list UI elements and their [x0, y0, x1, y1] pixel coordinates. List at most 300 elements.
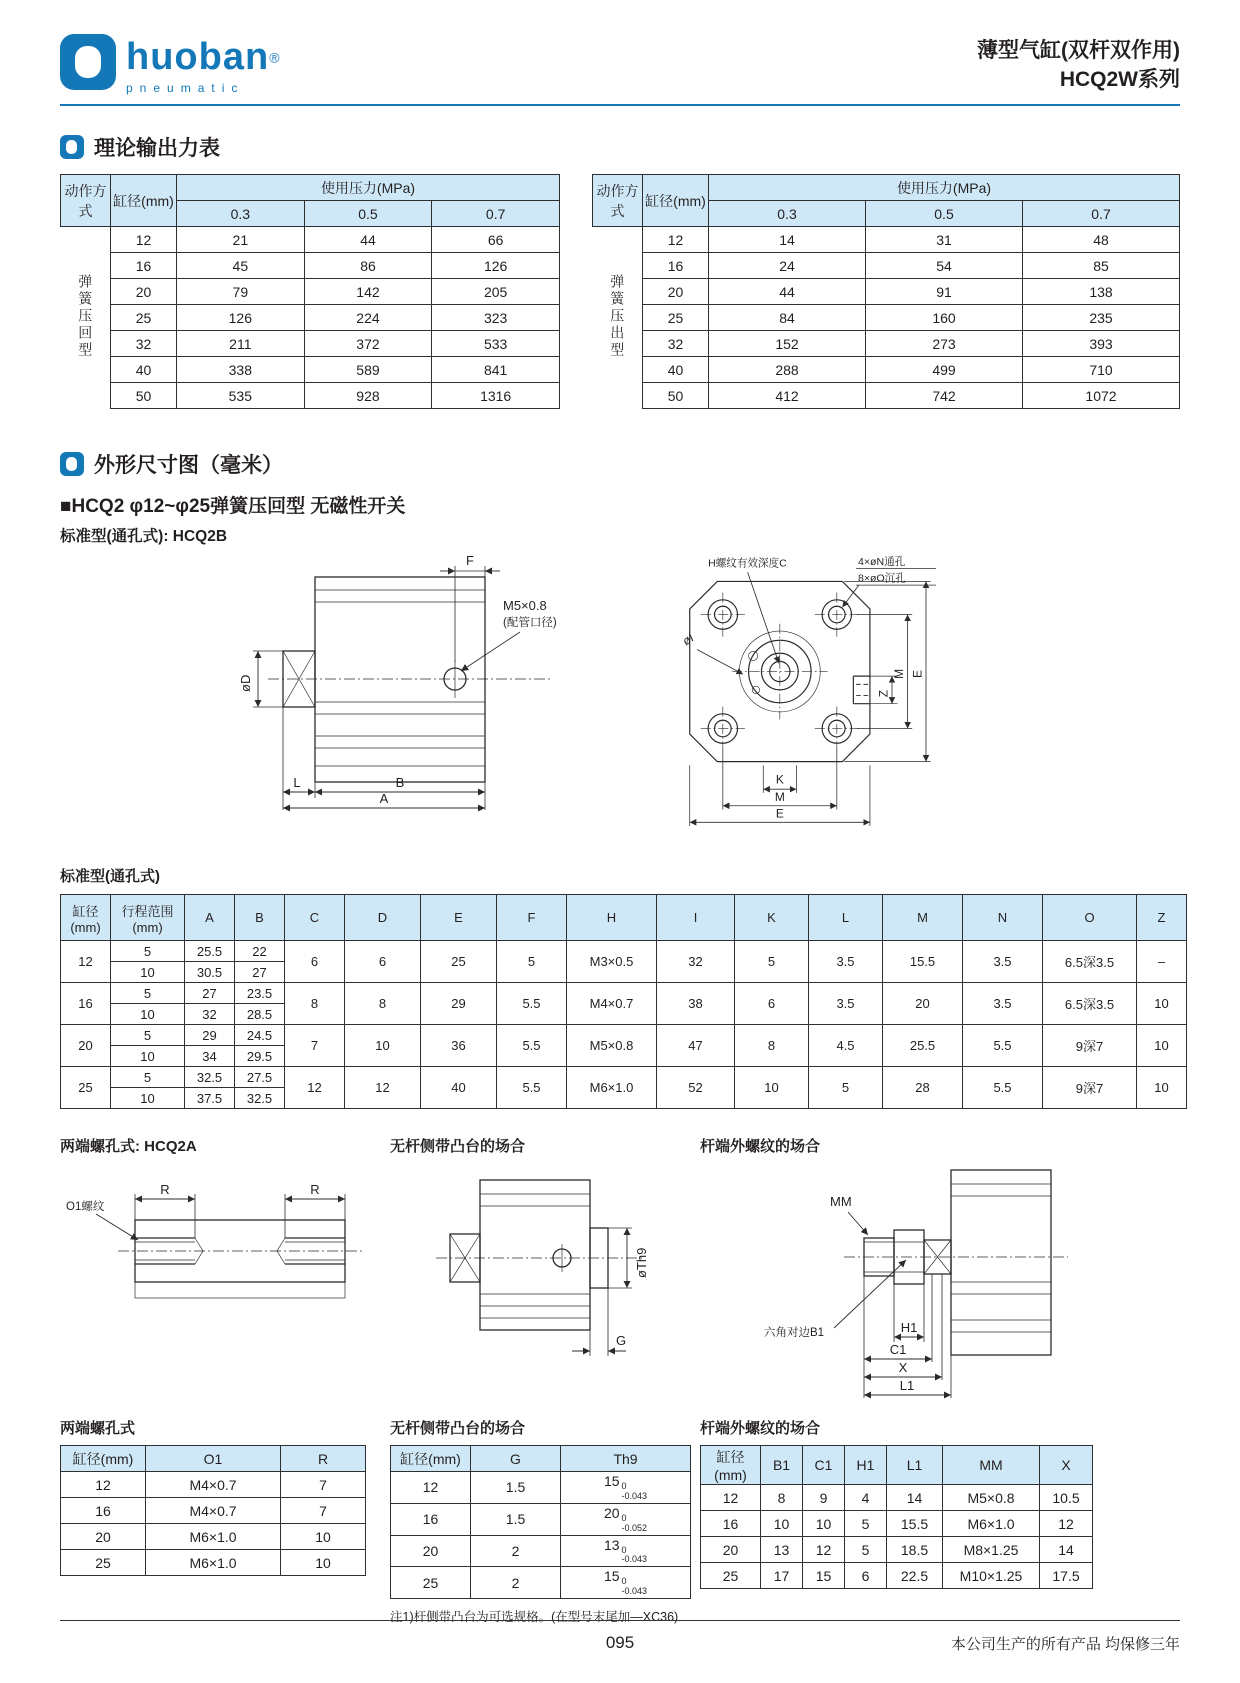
col-stroke-header: 行程范围(mm): [111, 895, 185, 941]
table-row: [61, 941, 1187, 962]
bore-value: 25: [61, 1067, 111, 1109]
col-l1-header: L1: [887, 1446, 943, 1485]
brand-logo: [60, 34, 280, 94]
force-value: 79: [177, 279, 305, 305]
dim-value: 5.5: [963, 1067, 1043, 1109]
dim-r1-label: R: [160, 1182, 170, 1197]
dimension-drawings: [60, 552, 1180, 837]
dim-value: M4×0.7: [146, 1498, 281, 1524]
pressure-05-header: 0.5: [304, 201, 432, 227]
force-value: 24: [709, 253, 866, 279]
col-th9-header: Th9: [561, 1446, 691, 1472]
dim-d-label: øD: [238, 674, 253, 692]
pressure-07-header: 0.7: [432, 201, 560, 227]
dim-b-value: 27: [235, 962, 285, 983]
stroke-value: 10: [111, 1046, 185, 1067]
dim-value: 10.5: [1040, 1485, 1093, 1511]
dim-value: 7: [281, 1498, 366, 1524]
col-c1-header: C1: [803, 1446, 845, 1485]
dim-value: 12: [803, 1537, 845, 1563]
drawing-lines: [96, 1194, 362, 1298]
dim-value: 10: [1137, 983, 1187, 1025]
table-row: [61, 1067, 1187, 1088]
bore-value: 20: [111, 279, 177, 305]
drawing-lines: [436, 1180, 645, 1356]
dim-value: M5×0.8: [567, 1025, 657, 1067]
dim-k-label: K: [775, 772, 784, 787]
dimension-table: [60, 894, 1187, 1109]
dim-value: 10: [345, 1025, 421, 1067]
col-bore-header: 缸径(mm): [391, 1446, 471, 1472]
dim-value: 7: [285, 1025, 345, 1067]
col-h: H: [567, 895, 657, 941]
bore-value: 40: [111, 357, 177, 383]
dim-b-value: 23.5: [235, 983, 285, 1004]
dim-value: –: [1137, 941, 1187, 983]
theory-section-title: [60, 132, 1180, 162]
pressure-05-header: 0.5: [866, 201, 1023, 227]
dim-mm-label: MM: [830, 1194, 852, 1209]
port-size-label: M5×0.8: [503, 598, 547, 613]
force-value: 211: [177, 331, 305, 357]
dim-value: 15.5: [887, 1511, 943, 1537]
dim-value: 32: [657, 941, 735, 983]
rod-thread-title: 杆端外螺纹的场合: [700, 1138, 821, 1155]
action-type-label: 弹簧压回型: [61, 227, 111, 409]
col-pressure-header: 使用压力(MPa): [177, 175, 560, 201]
dim-b-value: 27.5: [235, 1067, 285, 1088]
dim-value: M5×0.8: [943, 1485, 1040, 1511]
bore-value: 25: [701, 1563, 761, 1589]
dim-a-value: 32.5: [185, 1067, 235, 1088]
boss-table-block: [390, 1417, 700, 1625]
dim-value: 13: [761, 1537, 803, 1563]
dims-model-label: 标准型(通孔式): HCQ2B: [60, 528, 228, 545]
bore-value: 50: [643, 383, 709, 409]
bore-value: 12: [391, 1472, 471, 1504]
col-f: F: [497, 895, 567, 941]
table-row: [61, 983, 1187, 1004]
boss-table-title: 无杆侧带凸台的场合: [390, 1420, 526, 1437]
variant-drawings: [60, 1135, 1180, 1407]
force-value: 499: [866, 357, 1023, 383]
dim-value: 25.5: [883, 1025, 963, 1067]
stroke-value: 10: [111, 962, 185, 983]
table-row: [701, 1485, 1093, 1511]
table-row: [391, 1472, 691, 1504]
col-n: N: [963, 895, 1043, 941]
force-value: 742: [866, 383, 1023, 409]
dim-b-value: 22: [235, 941, 285, 962]
dim-b-value: 24.5: [235, 1025, 285, 1046]
dim-value: 8: [761, 1485, 803, 1511]
dim-value: 14: [1040, 1537, 1093, 1563]
hcq2a-block: [60, 1135, 390, 1407]
dim-value: 6: [285, 941, 345, 983]
screw-table-block: [60, 1417, 390, 1625]
col-h1-header: H1: [845, 1446, 887, 1485]
dim-value: 6: [735, 983, 809, 1025]
dim-value: 3.5: [809, 983, 883, 1025]
col-action-header: 动作方式: [61, 175, 111, 227]
dim-value: 29: [421, 983, 497, 1025]
dim-value: 12: [285, 1067, 345, 1109]
screw-table: [60, 1445, 366, 1576]
brand-logo-icon: [60, 34, 116, 90]
dim-value: 40: [421, 1067, 497, 1109]
dim-value: 12: [345, 1067, 421, 1109]
variant-tables: [60, 1417, 1180, 1625]
page-number: 095: [605, 1633, 635, 1652]
product-title-line1: 薄型气缸(双杆双作用): [977, 39, 1180, 63]
section-bullet-icon: [60, 135, 84, 159]
table-row: [61, 1025, 1187, 1046]
dim-z-label: Z: [876, 689, 891, 698]
theory-table-return: [60, 174, 560, 409]
dim-b-label: B: [395, 775, 405, 790]
dim-value: M8×1.25: [943, 1537, 1040, 1563]
brand-logo-text: [126, 34, 280, 94]
bore-value: 20: [391, 1535, 471, 1567]
bore-value: 16: [391, 1503, 471, 1535]
thread-depth-label: H螺纹有效深度C: [708, 557, 787, 570]
bore-value: 16: [643, 253, 709, 279]
table-row: [61, 1472, 366, 1498]
dim-value: 25: [421, 941, 497, 983]
dim-value: 17: [761, 1563, 803, 1589]
bore-value: 50: [111, 383, 177, 409]
stroke-value: 5: [111, 1067, 185, 1088]
dim-value: 10: [1137, 1025, 1187, 1067]
section-bullet-icon: [60, 452, 84, 476]
brand-name: huoban: [126, 36, 270, 78]
theory-tables: [60, 174, 1180, 409]
table-row: [701, 1563, 1093, 1589]
dim-value: 8: [345, 983, 421, 1025]
bore-value: 20: [643, 279, 709, 305]
force-value: 14: [709, 227, 866, 253]
dim-m-right-label: M: [892, 668, 907, 679]
dim-value: 10: [1137, 1067, 1187, 1109]
force-value: 66: [432, 227, 560, 253]
dim-value: M4×0.7: [567, 983, 657, 1025]
dim-value: 2: [471, 1567, 561, 1599]
action-type-label: 弹簧压出型: [593, 227, 643, 409]
boss-table-note: 注1)杆侧带凸台为可选规格。(在型号末尾加—XC36): [390, 1610, 679, 1625]
dim-value: 1.5: [471, 1503, 561, 1535]
dim-a-value: 37.5: [185, 1088, 235, 1109]
dim-value: 9深7: [1043, 1025, 1137, 1067]
pressure-03-header: 0.3: [177, 201, 305, 227]
dim-value: 10: [281, 1524, 366, 1550]
bore-value: 12: [111, 227, 177, 253]
dim-e-bottom-label: E: [775, 806, 784, 821]
dim-value: 9深7: [1043, 1067, 1137, 1109]
dim-a-value: 34: [185, 1046, 235, 1067]
force-value: 589: [304, 357, 432, 383]
bore-value: 12: [643, 227, 709, 253]
col-bore-header: 缸径(mm): [61, 1446, 146, 1472]
dim-value: 10: [803, 1511, 845, 1537]
dim-a-value: 32: [185, 1004, 235, 1025]
col-i: I: [657, 895, 735, 941]
table-row: [391, 1503, 691, 1535]
dim-value: 18.5: [887, 1537, 943, 1563]
dim-value: 28: [883, 1067, 963, 1109]
col-mm-header: MM: [943, 1446, 1040, 1485]
stroke-value: 10: [111, 1004, 185, 1025]
dim-value: 52: [657, 1067, 735, 1109]
dim-value: 3.5: [809, 941, 883, 983]
dim-value: 38: [657, 983, 735, 1025]
dim-b-value: 28.5: [235, 1004, 285, 1025]
bore-value: 32: [111, 331, 177, 357]
bore-value: 25: [391, 1567, 471, 1599]
dim-c1-label: C1: [889, 1342, 907, 1357]
table-row: [61, 1524, 366, 1550]
rod-table-title: 杆端外螺纹的场合: [700, 1420, 821, 1437]
brand-subtitle: pneumatic: [126, 81, 245, 95]
force-value: 235: [1023, 305, 1180, 331]
table-row: [391, 1567, 691, 1599]
pressure-03-header: 0.3: [709, 201, 866, 227]
force-value: 126: [177, 305, 305, 331]
dim-value: 4: [845, 1485, 887, 1511]
bore-value: 20: [701, 1537, 761, 1563]
force-value: 21: [177, 227, 305, 253]
page-footer: [60, 1620, 1180, 1653]
force-value: 160: [866, 305, 1023, 331]
dim-value: 6.5深3.5: [1043, 983, 1137, 1025]
dim-value: 3.5: [963, 941, 1043, 983]
force-value: 1072: [1023, 383, 1180, 409]
rod-thread-table: [700, 1445, 1093, 1589]
dim-value: 17.5: [1040, 1563, 1093, 1589]
product-title-line2: HCQ2W系列: [1059, 67, 1180, 91]
dims-section-title-text: 外形尺寸图（毫米）: [94, 454, 283, 477]
force-value: 535: [177, 383, 305, 409]
dim-a-label: A: [379, 791, 389, 806]
dim-value: 10: [761, 1511, 803, 1537]
counterbore-label: 8×øO沉孔: [857, 572, 906, 585]
col-b1-header: B1: [761, 1446, 803, 1485]
dim-value: 20: [883, 983, 963, 1025]
pressure-07-header: 0.7: [1023, 201, 1180, 227]
dim-value: 22.5: [887, 1563, 943, 1589]
header-divider: [60, 104, 1180, 106]
bore-value: 16: [111, 253, 177, 279]
col-d: D: [345, 895, 421, 941]
dim-h1-label: H1: [900, 1320, 918, 1335]
force-value: 372: [304, 331, 432, 357]
dim-i-label: øI: [679, 630, 697, 649]
force-value: 928: [304, 383, 432, 409]
registered-mark: ®: [269, 49, 280, 66]
dim-b-value: 29.5: [235, 1046, 285, 1067]
col-c: C: [285, 895, 345, 941]
dim-m-bottom-label: M: [774, 790, 785, 805]
force-value: 710: [1023, 357, 1180, 383]
force-value: 224: [304, 305, 432, 331]
force-value: 31: [866, 227, 1023, 253]
dim-value: 5: [809, 1067, 883, 1109]
dim-th9-label: øTh9: [634, 1247, 649, 1278]
dim-value: 47: [657, 1025, 735, 1067]
bore-value: 20: [61, 1524, 146, 1550]
dim-value: 6: [845, 1563, 887, 1589]
force-value: 533: [432, 331, 560, 357]
dim-value: 15 0 -0.043: [561, 1567, 691, 1599]
bore-value: 20: [61, 1025, 111, 1067]
force-value: 84: [709, 305, 866, 331]
force-value: 45: [177, 253, 305, 279]
force-value: 1316: [432, 383, 560, 409]
boss-table: [390, 1445, 691, 1599]
col-z: Z: [1137, 895, 1187, 941]
bore-value: 12: [61, 1472, 146, 1498]
front-view-drawing: [660, 552, 964, 837]
dim-value: 8: [735, 1025, 809, 1067]
footer-note: 本公司生产的所有产品 均保修三年: [950, 1636, 1180, 1653]
bore-value: 12: [61, 941, 111, 983]
dim-value: 2: [471, 1535, 561, 1567]
force-value: 841: [432, 357, 560, 383]
stroke-value: 5: [111, 1025, 185, 1046]
dim-a-value: 29: [185, 1025, 235, 1046]
force-value: 393: [1023, 331, 1180, 357]
page-header: [60, 34, 1180, 94]
bore-value: 16: [701, 1511, 761, 1537]
col-g-header: G: [471, 1446, 561, 1472]
side-view-drawing: [220, 552, 600, 817]
main-table-title: 标准型(通孔式): [60, 868, 160, 885]
bore-value: 25: [61, 1550, 146, 1576]
dim-value: 5: [845, 1511, 887, 1537]
force-value: 205: [432, 279, 560, 305]
bore-value: 16: [61, 983, 111, 1025]
dim-e-right-label: E: [910, 669, 925, 678]
col-bore-header: 缸径(mm): [701, 1446, 761, 1485]
force-value: 273: [866, 331, 1023, 357]
dim-f-label: F: [466, 553, 474, 568]
boss-drawing: [420, 1168, 660, 1373]
col-bore-header: 缸径(mm): [643, 175, 709, 227]
table-row: [61, 1550, 366, 1576]
theory-table-push: [592, 174, 1180, 409]
drawing-lines: [690, 569, 936, 826]
dim-l1-label: L1: [899, 1378, 915, 1393]
boss-block: [390, 1135, 700, 1407]
stroke-value: 5: [111, 941, 185, 962]
table-row: [391, 1535, 691, 1567]
dim-x-label: X: [898, 1360, 908, 1375]
col-pressure-header: 使用压力(MPa): [709, 175, 1180, 201]
dim-value: 13 0 -0.043: [561, 1535, 691, 1567]
rod-thread-drawing: [756, 1162, 1076, 1407]
dim-value: 5: [845, 1537, 887, 1563]
hcq2a-title: 两端螺孔式: HCQ2A: [60, 1138, 197, 1155]
dim-value: 4.5: [809, 1025, 883, 1067]
force-value: 85: [1023, 253, 1180, 279]
bore-value: 25: [643, 305, 709, 331]
dim-value: 5: [735, 941, 809, 983]
dim-value: 6: [345, 941, 421, 983]
o1-thread-label: O1螺纹: [66, 1201, 105, 1213]
dim-value: 8: [285, 983, 345, 1025]
theory-section-title-text: 理论输出力表: [94, 137, 220, 160]
col-b: B: [235, 895, 285, 941]
product-title: [977, 37, 1180, 94]
hcq2a-drawing: [60, 1168, 380, 1318]
force-value: 412: [709, 383, 866, 409]
screw-table-title: 两端螺孔式: [60, 1420, 136, 1437]
force-value: 138: [1023, 279, 1180, 305]
dim-value: 5: [497, 941, 567, 983]
col-x-header: X: [1040, 1446, 1093, 1485]
force-value: 44: [709, 279, 866, 305]
col-o1-header: O1: [146, 1446, 281, 1472]
dim-value: 10: [735, 1067, 809, 1109]
table-row: [701, 1511, 1093, 1537]
col-k: K: [735, 895, 809, 941]
drawing-lines: [834, 1170, 1068, 1398]
hex-flat-b1-label: 六角对边B1: [764, 1327, 825, 1339]
col-o: O: [1043, 895, 1137, 941]
dim-value: 15.5: [883, 941, 963, 983]
bore-value: 32: [643, 331, 709, 357]
dim-a-value: 27: [185, 983, 235, 1004]
dim-value: M6×1.0: [146, 1524, 281, 1550]
force-value: 48: [1023, 227, 1180, 253]
force-value: 91: [866, 279, 1023, 305]
port-desc-label: (配管口径): [503, 617, 557, 629]
dim-value: M10×1.25: [943, 1563, 1040, 1589]
bore-value: 16: [61, 1498, 146, 1524]
dim-value: 9: [803, 1485, 845, 1511]
dim-value: 10: [281, 1550, 366, 1576]
dim-value: 14: [887, 1485, 943, 1511]
stroke-value: 5: [111, 983, 185, 1004]
dim-b-value: 32.5: [235, 1088, 285, 1109]
rod-thread-block: [700, 1135, 1180, 1407]
force-value: 54: [866, 253, 1023, 279]
dim-value: 12: [1040, 1511, 1093, 1537]
col-a: A: [185, 895, 235, 941]
col-e: E: [421, 895, 497, 941]
table-row: [61, 1498, 366, 1524]
bore-value: 25: [111, 305, 177, 331]
force-value: 126: [432, 253, 560, 279]
dim-value: 36: [421, 1025, 497, 1067]
dim-value: 1.5: [471, 1472, 561, 1504]
dim-value: 5.5: [497, 983, 567, 1025]
dim-value: 7: [281, 1472, 366, 1498]
dim-l-label: L: [293, 775, 301, 790]
dim-a-value: 30.5: [185, 962, 235, 983]
dim-value: 5.5: [497, 1025, 567, 1067]
dim-value: M6×1.0: [943, 1511, 1040, 1537]
col-action-header: 动作方式: [593, 175, 643, 227]
dim-value: 5.5: [497, 1067, 567, 1109]
dim-value: M3×0.5: [567, 941, 657, 983]
stroke-value: 10: [111, 1088, 185, 1109]
col-bore-header: 缸径(mm): [61, 895, 111, 941]
dim-value: 6.5深3.5: [1043, 941, 1137, 983]
dim-r2-label: R: [310, 1182, 320, 1197]
dim-g-label: G: [616, 1333, 627, 1348]
force-value: 86: [304, 253, 432, 279]
dim-value: M4×0.7: [146, 1472, 281, 1498]
